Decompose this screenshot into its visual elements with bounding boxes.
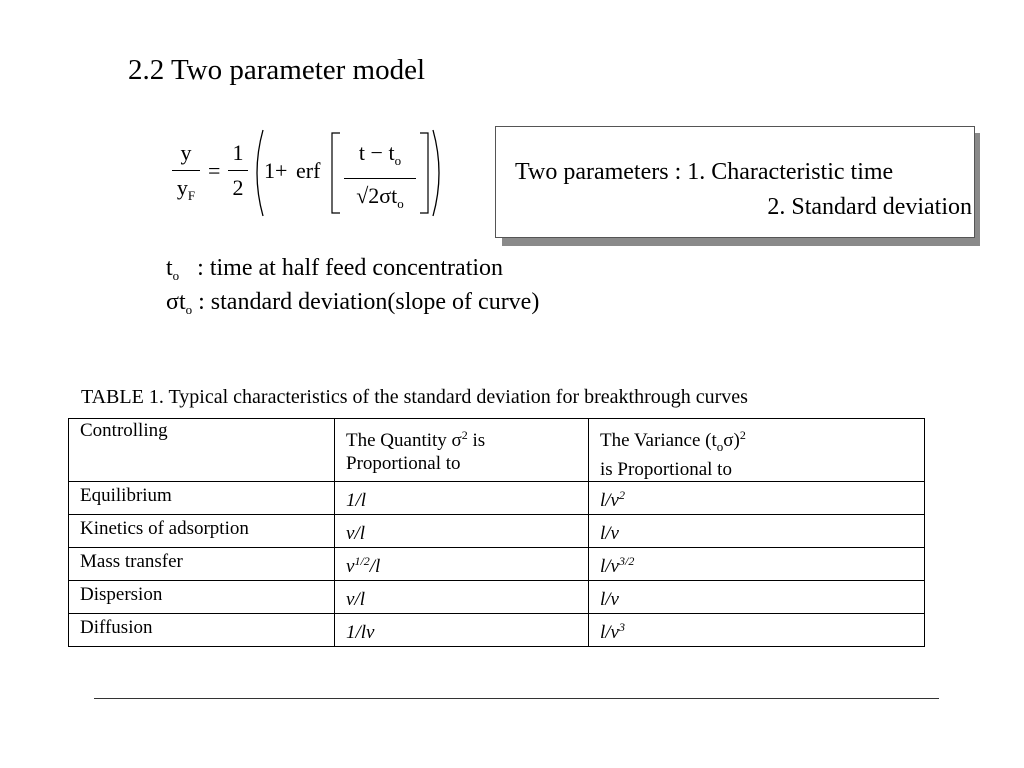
cell-quantity: $v^{1/2}/l$ (335, 548, 589, 581)
right-bracket-icon (418, 132, 430, 214)
cell-quantity: 1/l (335, 482, 589, 515)
footer-divider (94, 698, 939, 699)
table-row (69, 515, 925, 548)
cell-controlling: Equilibrium (69, 482, 335, 515)
right-paren-icon (430, 128, 446, 218)
header-controlling: Controlling (69, 419, 335, 482)
erf-function: erf (296, 158, 321, 183)
lhs-numerator: y (180, 140, 192, 165)
half-denominator: 2 (232, 175, 244, 200)
table-row (69, 581, 925, 614)
half-numerator: 1 (232, 140, 244, 165)
inner-numerator: $t - t_o$ (358, 140, 402, 168)
cell-variance: l/v (589, 515, 925, 548)
half-fraction (228, 140, 248, 201)
one-plus: 1+ (264, 158, 288, 183)
cell-quantity: v/l (335, 581, 589, 614)
table-header-row (69, 419, 925, 482)
two-parameter-equation (172, 128, 452, 218)
parameters-callout (495, 126, 975, 238)
fraction-bar (344, 178, 416, 179)
table-row (69, 548, 925, 581)
table-caption: TABLE 1. Typical characteristics of the standard deviation for breakthrough curves (81, 386, 748, 408)
cell-controlling: Mass transfer (69, 548, 335, 581)
cell-variance: $l/v^2$ (589, 482, 925, 515)
lhs-fraction (172, 140, 200, 209)
fraction-bar (228, 170, 248, 171)
standard-deviation-table (68, 418, 925, 647)
definition-sigma-to: $\sigma t_o$ : standard deviation(slope of curve) (166, 289, 540, 317)
callout-line-2: 2. Standard deviation (767, 194, 972, 220)
inner-denominator: $√2\sigma t_o$ (356, 183, 404, 211)
cell-variance: $l/v^{3/2}$ (589, 548, 925, 581)
cell-variance: l/v (589, 581, 925, 614)
cell-controlling: Diffusion (69, 614, 335, 647)
definition-to: $t_o$ : time at half feed concentration (166, 255, 504, 283)
table-row (69, 482, 925, 515)
lhs-denominator: $y_F$ (176, 175, 196, 203)
table-row (69, 614, 925, 647)
callout-line-1: Two parameters : 1. Characteristic time (515, 159, 894, 185)
fraction-bar (172, 170, 200, 171)
header-variance: The Variance $(t_o\sigma)^2$ is Proportional to (589, 419, 925, 482)
inner-fraction (344, 140, 416, 217)
cell-variance: $l/v^3$ (589, 614, 925, 647)
slide-title: 2.2 Two parameter model (128, 54, 426, 86)
header-quantity: The Quantity $\sigma^2$ is Proportional to (335, 419, 589, 482)
cell-controlling: Dispersion (69, 581, 335, 614)
equals-sign: = (208, 158, 221, 183)
cell-controlling: Kinetics of adsorption (69, 515, 335, 548)
cell-quantity: 1/lv (335, 614, 589, 647)
left-bracket-icon (330, 132, 342, 214)
cell-quantity: v/l (335, 515, 589, 548)
